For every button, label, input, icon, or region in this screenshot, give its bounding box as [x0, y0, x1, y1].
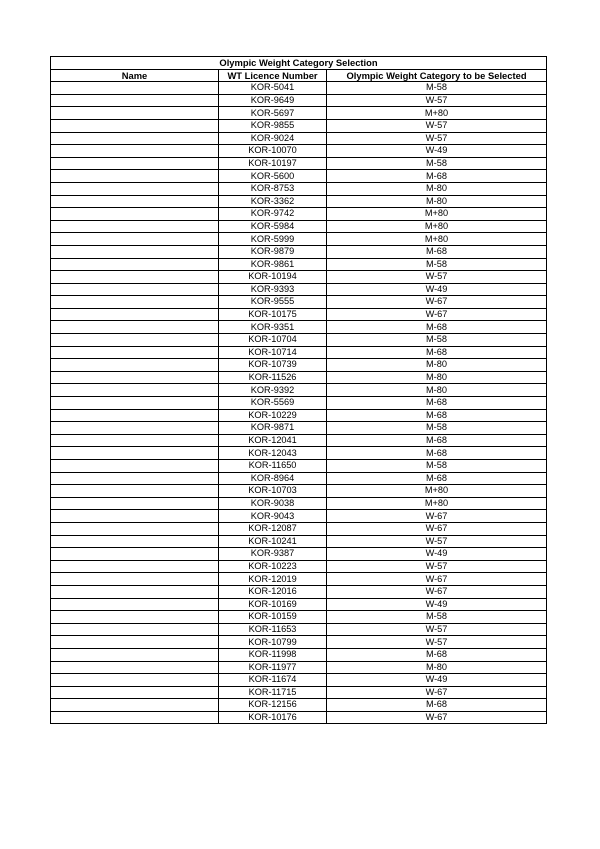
table-row: [51, 384, 547, 397]
licence-number-cell: KOR-12016: [219, 585, 327, 598]
name-cell: [51, 94, 219, 107]
weight-category-cell: W-67: [327, 686, 547, 699]
name-cell: [51, 686, 219, 699]
weight-category-cell: M-68: [327, 409, 547, 422]
name-cell: [51, 296, 219, 309]
weight-category-cell: M-58: [327, 82, 547, 95]
table-row: [51, 308, 547, 321]
table-row: [51, 220, 547, 233]
name-cell: [51, 220, 219, 233]
licence-number-cell: KOR-10070: [219, 145, 327, 158]
table-row: [51, 472, 547, 485]
weight-category-cell: M+80: [327, 220, 547, 233]
table-row: [51, 94, 547, 107]
table-row: [51, 686, 547, 699]
name-cell: [51, 119, 219, 132]
licence-number-cell: KOR-11650: [219, 460, 327, 473]
name-cell: [51, 397, 219, 410]
table-title: Olympic Weight Category Selection: [51, 57, 547, 70]
table-row: [51, 182, 547, 195]
licence-number-cell: KOR-10703: [219, 485, 327, 498]
table-row: [51, 434, 547, 447]
weight-category-cell: W-67: [327, 573, 547, 586]
weight-category-cell: W-57: [327, 132, 547, 145]
licence-number-cell: KOR-9393: [219, 283, 327, 296]
weight-category-cell: W-57: [327, 636, 547, 649]
name-cell: [51, 384, 219, 397]
licence-number-cell: KOR-9861: [219, 258, 327, 271]
table-row: [51, 585, 547, 598]
licence-number-cell: KOR-11526: [219, 371, 327, 384]
column-header-licence: WT Licence Number: [219, 69, 327, 82]
name-cell: [51, 510, 219, 523]
weight-category-cell: M-58: [327, 460, 547, 473]
licence-number-cell: KOR-10197: [219, 157, 327, 170]
licence-number-cell: KOR-9038: [219, 497, 327, 510]
table-row: [51, 648, 547, 661]
name-cell: [51, 560, 219, 573]
weight-category-cell: W-57: [327, 535, 547, 548]
name-cell: [51, 674, 219, 687]
licence-number-cell: KOR-12043: [219, 447, 327, 460]
weight-category-cell: M-58: [327, 422, 547, 435]
name-cell: [51, 497, 219, 510]
table-row: [51, 346, 547, 359]
table-row: [51, 359, 547, 372]
licence-number-cell: KOR-9649: [219, 94, 327, 107]
licence-number-cell: KOR-10229: [219, 409, 327, 422]
weight-category-cell: M-80: [327, 371, 547, 384]
weight-category-cell: M+80: [327, 208, 547, 221]
weight-category-cell: M-80: [327, 359, 547, 372]
licence-number-cell: KOR-10704: [219, 334, 327, 347]
licence-number-cell: KOR-12041: [219, 434, 327, 447]
weight-category-cell: M-68: [327, 699, 547, 712]
licence-number-cell: KOR-9742: [219, 208, 327, 221]
licence-number-cell: KOR-8964: [219, 472, 327, 485]
name-cell: [51, 107, 219, 120]
table-row: [51, 409, 547, 422]
name-cell: [51, 132, 219, 145]
table-row: [51, 233, 547, 246]
licence-number-cell: KOR-9879: [219, 245, 327, 258]
weight-category-cell: M-58: [327, 334, 547, 347]
weight-category-cell: W-57: [327, 271, 547, 284]
licence-number-cell: KOR-5984: [219, 220, 327, 233]
name-cell: [51, 422, 219, 435]
name-cell: [51, 434, 219, 447]
weight-category-cell: W-67: [327, 711, 547, 724]
name-cell: [51, 195, 219, 208]
name-cell: [51, 245, 219, 258]
licence-number-cell: KOR-5999: [219, 233, 327, 246]
table-row: [51, 711, 547, 724]
weight-category-cell: M-80: [327, 384, 547, 397]
table-row: [51, 485, 547, 498]
weight-category-cell: W-49: [327, 674, 547, 687]
weight-category-cell: M-80: [327, 661, 547, 674]
table-row: [51, 145, 547, 158]
table-row: [51, 422, 547, 435]
licence-number-cell: KOR-10194: [219, 271, 327, 284]
name-cell: [51, 371, 219, 384]
name-cell: [51, 82, 219, 95]
weight-category-cell: M-68: [327, 321, 547, 334]
table-row: [51, 258, 547, 271]
table-row: [51, 296, 547, 309]
licence-number-cell: KOR-10223: [219, 560, 327, 573]
name-cell: [51, 623, 219, 636]
weight-category-cell: M-68: [327, 170, 547, 183]
weight-category-cell: M-80: [327, 195, 547, 208]
name-cell: [51, 460, 219, 473]
name-cell: [51, 548, 219, 561]
licence-number-cell: KOR-8753: [219, 182, 327, 195]
name-cell: [51, 598, 219, 611]
name-cell: [51, 485, 219, 498]
name-cell: [51, 157, 219, 170]
table-row: [51, 283, 547, 296]
weight-category-cell: M+80: [327, 233, 547, 246]
weight-category-cell: W-67: [327, 308, 547, 321]
weight-category-cell: W-49: [327, 548, 547, 561]
licence-number-cell: KOR-10175: [219, 308, 327, 321]
weight-category-cell: M-68: [327, 472, 547, 485]
table-row: [51, 522, 547, 535]
name-cell: [51, 145, 219, 158]
name-cell: [51, 711, 219, 724]
licence-number-cell: KOR-5697: [219, 107, 327, 120]
weight-category-cell: W-67: [327, 510, 547, 523]
licence-number-cell: KOR-11715: [219, 686, 327, 699]
name-cell: [51, 346, 219, 359]
licence-number-cell: KOR-9024: [219, 132, 327, 145]
licence-number-cell: KOR-10169: [219, 598, 327, 611]
table-row: [51, 674, 547, 687]
licence-number-cell: KOR-9555: [219, 296, 327, 309]
name-cell: [51, 522, 219, 535]
table-row: [51, 157, 547, 170]
licence-number-cell: KOR-10739: [219, 359, 327, 372]
weight-category-cell: M-58: [327, 611, 547, 624]
table-row: [51, 321, 547, 334]
weight-category-cell: W-67: [327, 585, 547, 598]
name-cell: [51, 208, 219, 221]
licence-number-cell: KOR-5600: [219, 170, 327, 183]
name-cell: [51, 699, 219, 712]
name-cell: [51, 334, 219, 347]
weight-category-cell: W-49: [327, 283, 547, 296]
table-row: [51, 245, 547, 258]
weight-category-cell: M-68: [327, 346, 547, 359]
table-row: [51, 560, 547, 573]
column-header-category: Olympic Weight Category to be Selected: [327, 69, 547, 82]
licence-number-cell: KOR-10159: [219, 611, 327, 624]
name-cell: [51, 258, 219, 271]
table-row: [51, 195, 547, 208]
licence-number-cell: KOR-11977: [219, 661, 327, 674]
licence-number-cell: KOR-10714: [219, 346, 327, 359]
weight-category-cell: M-68: [327, 245, 547, 258]
name-cell: [51, 585, 219, 598]
licence-number-cell: KOR-9351: [219, 321, 327, 334]
licence-number-cell: KOR-9871: [219, 422, 327, 435]
weight-category-cell: M+80: [327, 497, 547, 510]
name-cell: [51, 648, 219, 661]
name-cell: [51, 271, 219, 284]
weight-category-cell: M-68: [327, 447, 547, 460]
table-row: [51, 82, 547, 95]
table-row: [51, 208, 547, 221]
name-cell: [51, 535, 219, 548]
name-cell: [51, 409, 219, 422]
table-row: [51, 460, 547, 473]
name-cell: [51, 661, 219, 674]
name-cell: [51, 233, 219, 246]
table-row: [51, 699, 547, 712]
table-row: [51, 636, 547, 649]
weight-category-cell: W-57: [327, 94, 547, 107]
table-row: [51, 510, 547, 523]
table-title-row: [51, 57, 547, 70]
name-cell: [51, 359, 219, 372]
weight-category-cell: W-49: [327, 598, 547, 611]
name-cell: [51, 182, 219, 195]
licence-number-cell: KOR-11653: [219, 623, 327, 636]
weight-category-cell: M+80: [327, 485, 547, 498]
licence-number-cell: KOR-12156: [219, 699, 327, 712]
licence-number-cell: KOR-9855: [219, 119, 327, 132]
licence-number-cell: KOR-10799: [219, 636, 327, 649]
licence-number-cell: KOR-12087: [219, 522, 327, 535]
table-header-row: [51, 69, 547, 82]
table-row: [51, 371, 547, 384]
table-row: [51, 623, 547, 636]
column-header-name: Name: [51, 69, 219, 82]
weight-category-cell: W-57: [327, 119, 547, 132]
weight-category-cell: M-68: [327, 648, 547, 661]
weight-category-cell: M-80: [327, 182, 547, 195]
licence-number-cell: KOR-10241: [219, 535, 327, 548]
licence-number-cell: KOR-11674: [219, 674, 327, 687]
table-row: [51, 107, 547, 120]
licence-number-cell: KOR-9392: [219, 384, 327, 397]
table-row: [51, 548, 547, 561]
table-row: [51, 447, 547, 460]
name-cell: [51, 170, 219, 183]
table-row: [51, 661, 547, 674]
licence-number-cell: KOR-3362: [219, 195, 327, 208]
weight-category-cell: W-57: [327, 560, 547, 573]
weight-category-cell: W-67: [327, 522, 547, 535]
table-row: [51, 271, 547, 284]
weight-category-cell: M-68: [327, 434, 547, 447]
weight-category-cell: W-57: [327, 623, 547, 636]
weight-category-table: [50, 56, 547, 724]
name-cell: [51, 472, 219, 485]
weight-category-cell: W-67: [327, 296, 547, 309]
weight-category-cell: M-68: [327, 397, 547, 410]
weight-category-cell: M-58: [327, 157, 547, 170]
licence-number-cell: KOR-12019: [219, 573, 327, 586]
table-row: [51, 598, 547, 611]
name-cell: [51, 636, 219, 649]
table-row: [51, 497, 547, 510]
table-row: [51, 170, 547, 183]
licence-number-cell: KOR-9387: [219, 548, 327, 561]
table-row: [51, 611, 547, 624]
licence-number-cell: KOR-11998: [219, 648, 327, 661]
weight-category-cell: M+80: [327, 107, 547, 120]
licence-number-cell: KOR-9043: [219, 510, 327, 523]
table-row: [51, 132, 547, 145]
table-row: [51, 397, 547, 410]
table-body: [51, 82, 547, 724]
licence-number-cell: KOR-10176: [219, 711, 327, 724]
table-row: [51, 119, 547, 132]
name-cell: [51, 308, 219, 321]
weight-category-cell: W-49: [327, 145, 547, 158]
table-row: [51, 334, 547, 347]
name-cell: [51, 611, 219, 624]
licence-number-cell: KOR-5041: [219, 82, 327, 95]
table-row: [51, 573, 547, 586]
table-row: [51, 535, 547, 548]
name-cell: [51, 447, 219, 460]
name-cell: [51, 321, 219, 334]
name-cell: [51, 573, 219, 586]
name-cell: [51, 283, 219, 296]
weight-category-cell: M-58: [327, 258, 547, 271]
licence-number-cell: KOR-5569: [219, 397, 327, 410]
document-sheet: [50, 56, 546, 724]
